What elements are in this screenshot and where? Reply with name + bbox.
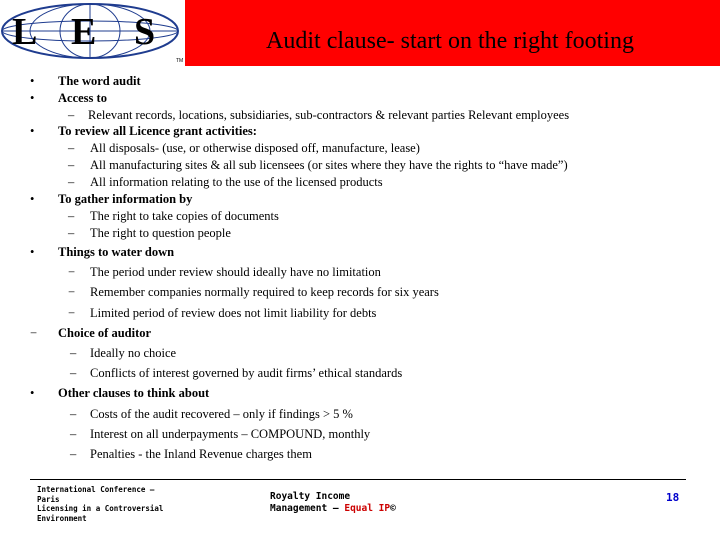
list-text: Other clauses to think about bbox=[58, 386, 210, 400]
list-text: Ideally no choice bbox=[90, 346, 177, 360]
bullet-marker: • bbox=[30, 74, 35, 88]
sub-marker: – bbox=[70, 427, 77, 441]
footer-conference-line: Licensing in a Controversial bbox=[37, 504, 164, 513]
slide-title: Audit clause- start on the right footing bbox=[266, 28, 634, 54]
footer-presenter-line bbox=[270, 503, 396, 515]
footer-conference-line: Environment bbox=[37, 513, 87, 523]
list-text: The right to question people bbox=[90, 226, 231, 240]
sub-marker: − bbox=[68, 265, 76, 279]
list-text: Costs of the audit recovered – only if findings > 5 % bbox=[90, 407, 353, 421]
sub-marker: − bbox=[68, 285, 76, 299]
sub-marker: – bbox=[70, 346, 77, 360]
bullet-marker: • bbox=[30, 91, 35, 105]
list-text: The word audit bbox=[58, 74, 141, 88]
list-text: Penalties - the Inland Revenue charges them bbox=[90, 447, 312, 461]
list-text: To review all Licence grant activities: bbox=[58, 124, 257, 138]
sub-marker: – bbox=[68, 175, 75, 189]
footer-brand-text: Equal IP bbox=[344, 503, 391, 514]
sub-marker: − bbox=[68, 306, 76, 320]
list-text: Limited period of review does not limit liability for debts bbox=[90, 306, 377, 320]
sub-marker: – bbox=[70, 447, 77, 461]
list-text: Access to bbox=[58, 91, 107, 105]
list-text: The right to take copies of documents bbox=[90, 209, 279, 223]
list-text: All information relating to the use of the licensed products bbox=[90, 175, 383, 189]
bullet-marker: − bbox=[30, 326, 38, 340]
list-text: The period under review should ideally have no limitation bbox=[90, 265, 381, 279]
list-text: Interest on all underpayments – COMPOUND, monthly bbox=[90, 427, 371, 441]
sub-marker: – bbox=[68, 108, 75, 122]
footer-conference-line: Paris bbox=[37, 494, 60, 504]
logo-letter-s: S bbox=[134, 11, 156, 53]
logo-letter-l: L bbox=[12, 11, 38, 53]
footer-conference-line: International Conference – bbox=[37, 485, 155, 494]
list-text: Remember companies normally required to keep records for six years bbox=[90, 285, 439, 299]
list-text: Things to water down bbox=[58, 245, 175, 259]
list-text: Conflicts of interest governed by audit firms’ ethical standards bbox=[90, 366, 403, 380]
sub-marker: – bbox=[68, 141, 75, 155]
sub-marker: – bbox=[70, 366, 77, 380]
les-logo bbox=[0, 0, 185, 66]
bullet-marker: • bbox=[30, 192, 35, 206]
bullet-marker: • bbox=[30, 124, 35, 138]
sub-marker: – bbox=[70, 407, 77, 421]
bullet-marker: • bbox=[30, 386, 35, 400]
page-number: 18 bbox=[666, 491, 680, 504]
sub-marker: – bbox=[68, 226, 75, 240]
logo-letter-e: E bbox=[71, 11, 97, 53]
bullet-marker: • bbox=[30, 245, 35, 259]
list-text: All disposals- (use, or otherwise disposed off, manufacture, lease) bbox=[90, 141, 420, 155]
sub-marker: – bbox=[68, 209, 75, 223]
globe-logo-icon bbox=[0, 0, 185, 66]
list-text: Choice of auditor bbox=[58, 326, 152, 340]
footer-presenter-line: Royalty Income bbox=[270, 491, 351, 502]
sub-marker: – bbox=[68, 158, 75, 172]
list-text: Relevant records, locations, subsidiaries, sub-contractors & relevant parties Relevant employees bbox=[88, 108, 570, 122]
footer-divider bbox=[30, 479, 686, 480]
footer-management-text: Management – bbox=[270, 503, 345, 514]
list-text: All manufacturing sites & all sub licensees (or sites where they have the rights to “have made”) bbox=[90, 158, 568, 172]
list-text: To gather information by bbox=[58, 192, 193, 206]
footer-copyright-symbol: © bbox=[390, 503, 396, 514]
logo-trademark: TM bbox=[176, 58, 184, 64]
footer-conference bbox=[37, 485, 163, 523]
footer-presenter bbox=[270, 491, 396, 515]
